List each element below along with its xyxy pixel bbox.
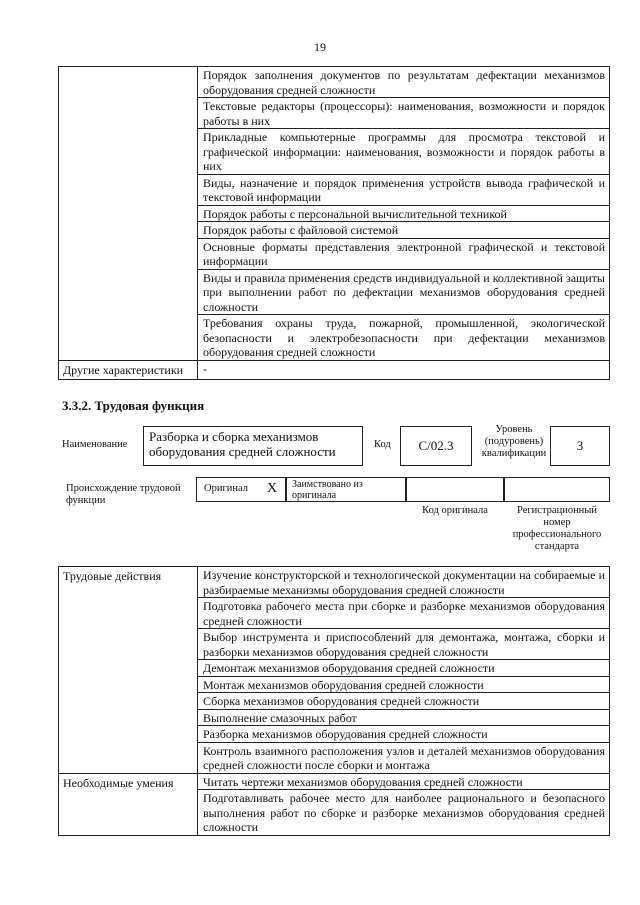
- name-label: Наименование: [62, 439, 128, 450]
- origin-label: Происхождение трудовой функции: [66, 483, 181, 506]
- code-box: C/02.3: [400, 426, 472, 466]
- knowledge-item: Текстовые редакторы (процессоры): наименования, возможности и порядок работы в них: [198, 98, 610, 129]
- knowledge-item: Виды, назначение и порядок применения устройств вывода графической и текстовой информации: [198, 174, 610, 205]
- table-row: [59, 360, 610, 380]
- code-original-label: Код оригинала: [422, 505, 488, 516]
- skill-item: Подготавливать рабочее место для наиболее рационального и безопасного выполнения работ по сборке и разборке механизмов оборудования средней сложности: [198, 790, 610, 836]
- knowledge-item: Порядок работы с персональной вычислительной техникой: [198, 205, 610, 222]
- function-table: [58, 566, 610, 836]
- knowledge-item: Порядок работы с файловой системой: [198, 222, 610, 239]
- reg-number-label: Регистрационный номер профессионального стандарта: [512, 505, 602, 552]
- origin-box: [196, 477, 286, 502]
- reg-number-box: [504, 477, 610, 502]
- action-item: Сборка механизмов оборудования средней сложности: [198, 693, 610, 710]
- knowledge-label-cell: [59, 67, 198, 361]
- knowledge-item: Прикладные компьютерные программы для просмотра текстовой и графической информации: наименования, возможности и порядок работы в них: [198, 129, 610, 175]
- action-item: Демонтаж механизмов оборудования средней сложности: [198, 660, 610, 677]
- knowledge-item: Требования охраны труда, пожарной, промышленной, экологической безопасности и электробезопасности при дефектации механизмов оборудования средней сложности: [198, 315, 610, 361]
- section-heading: 3.3.2. Трудовая функция: [62, 398, 205, 413]
- level-box: 3: [550, 426, 610, 466]
- actions-label: Трудовые действия: [59, 567, 198, 774]
- action-item: Разборка механизмов оборудования средней сложности: [198, 726, 610, 743]
- table-row: [59, 567, 610, 598]
- origin-text: Оригинал: [204, 483, 248, 494]
- page-number: 19: [314, 40, 326, 54]
- action-item: Изучение конструкторской и технологической документации на собираемые и разбираемые механизмы оборудования средней сложности: [198, 567, 610, 598]
- table-row: [59, 67, 610, 98]
- knowledge-item: Виды и правила применения средств индивидуальной и коллективной защиты при выполнении работ по дефектации механизмов оборудования средней сложности: [198, 269, 610, 315]
- knowledge-table: [58, 66, 610, 380]
- action-item: Контроль взаимного расположения узлов и деталей механизмов оборудования средней сложности после сборки и монтажа: [198, 742, 610, 773]
- action-item: Выполнение смазочных работ: [198, 709, 610, 726]
- skills-label: Необходимые умения: [59, 773, 198, 835]
- level-label: Уровень (подуровень) квалификации: [481, 424, 547, 459]
- function-name-box: Разборка и сборка механизмов оборудования средней сложности: [143, 426, 363, 466]
- skill-item: Читать чертежи механизмов оборудования средней сложности: [198, 773, 610, 790]
- other-characteristics-label: Другие характеристики: [59, 360, 198, 380]
- knowledge-item: Основные форматы представления электронной графической и текстовой информации: [198, 238, 610, 269]
- code-original-box: [406, 477, 504, 502]
- knowledge-item: Порядок заполнения документов по результатам дефектации механизмов оборудования средней сложности: [198, 67, 610, 98]
- code-label: Код: [374, 439, 391, 450]
- origin-mark: X: [267, 481, 278, 496]
- table-row: [59, 773, 610, 790]
- action-item: Выбор инструмента и приспособлений для демонтажа, монтажа, сборки и разборки механизмов оборудования средней сложности: [198, 629, 610, 660]
- borrowed-box: Заимствовано из оригинала: [286, 477, 406, 502]
- action-item: Подготовка рабочего места при сборке и разборке механизмов оборудования средней сложности: [198, 598, 610, 629]
- other-characteristics-value: -: [198, 360, 610, 380]
- action-item: Монтаж механизмов оборудования средней сложности: [198, 676, 610, 693]
